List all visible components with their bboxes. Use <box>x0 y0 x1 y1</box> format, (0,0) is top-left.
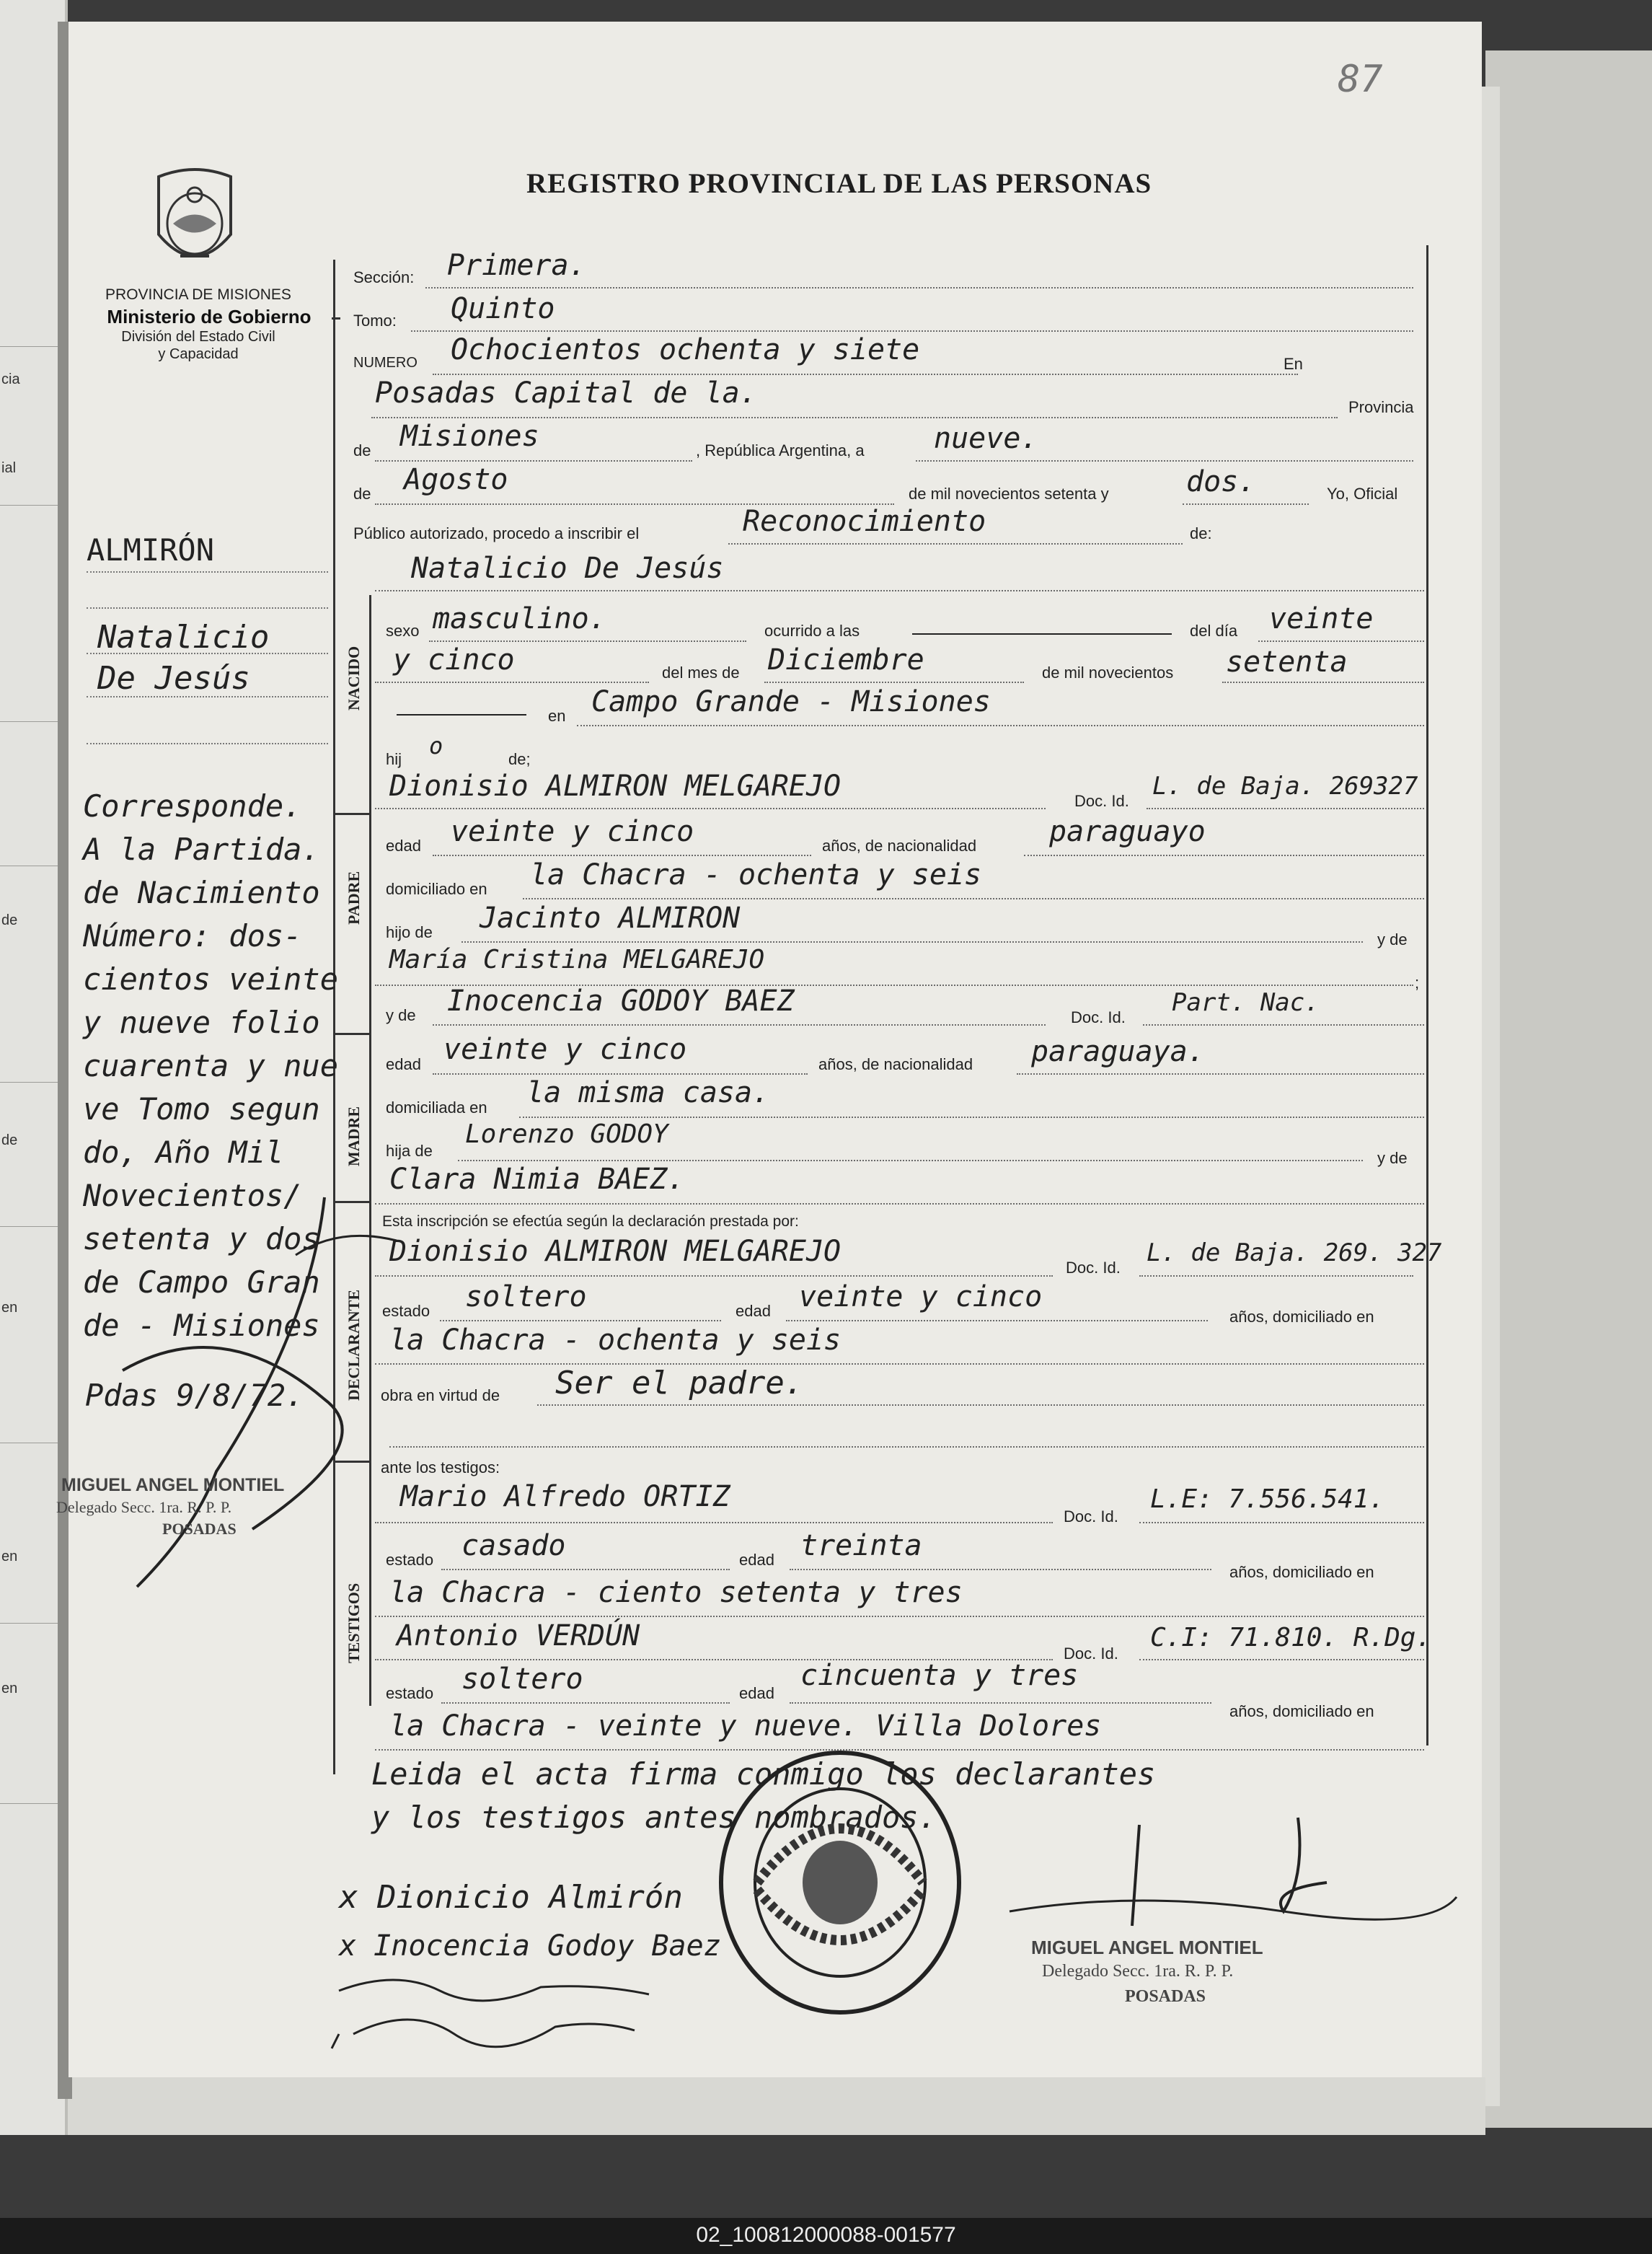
label-y-de: y de <box>1377 930 1408 948</box>
field-line <box>1258 640 1424 642</box>
left-page-line <box>0 1623 58 1624</box>
label-esta-inscripcion: Esta inscripción se efectúa según la declaración prestada por: <box>382 1213 799 1230</box>
field-line <box>1143 1024 1424 1026</box>
field-line <box>375 682 649 683</box>
stamp-city: POSADAS <box>1125 1987 1206 2006</box>
field-line <box>375 1275 1053 1277</box>
field-madre-hija-de-2: Clara Nimia BAEZ. <box>389 1163 685 1196</box>
field-line <box>429 640 746 642</box>
label-semicolon: ; <box>1415 974 1420 992</box>
field-padre-doc: L. de Baja. 269327 <box>1152 772 1418 801</box>
field-line <box>537 1404 1424 1406</box>
field-padre-dom: la Chacra - ochenta y seis <box>530 858 982 892</box>
margin-nota-line: cuarenta y nue <box>83 1048 339 1083</box>
margin-fecha: Pdas 9/8/72. <box>85 1378 304 1413</box>
label-de-semicolon: de; <box>508 750 531 768</box>
field-line <box>728 543 1183 545</box>
field-t2-edad: cincuenta y tres <box>800 1659 1079 1692</box>
field-decl-obra: Ser el padre. <box>555 1365 804 1401</box>
document-title: REGISTRO PROVINCIAL DE LAS PERSONAS <box>526 168 1152 199</box>
left-page-word: cia <box>1 371 20 387</box>
label-y-de-madre: y de <box>386 1006 416 1024</box>
label-anos-dom-t1: años, domiciliado en <box>1229 1563 1374 1581</box>
field-line <box>441 1702 730 1704</box>
margin-nota-line: do, Año Mil <box>83 1135 284 1170</box>
field-numero: Ochocientos ochenta y siete <box>451 333 920 366</box>
field-dia-nac: veinte <box>1269 602 1374 635</box>
field-line <box>433 1073 808 1075</box>
division-line-2: y Capacidad <box>158 346 239 362</box>
label-hijo-de: hijo de <box>386 923 433 941</box>
margin-stamp-city: POSADAS <box>162 1520 237 1538</box>
field-mes: Agosto <box>404 463 508 496</box>
field-ano-nac: setenta <box>1226 646 1348 679</box>
left-page-line <box>0 1803 58 1804</box>
field-madre-edad: veinte y cinco <box>443 1033 687 1066</box>
label-domiciliado-en: domiciliado en <box>386 880 487 898</box>
margin-nota-line: cientos veinte <box>83 961 339 997</box>
official-seal-icon <box>714 1745 966 2020</box>
field-line <box>433 1024 1046 1026</box>
margin-line <box>87 571 328 573</box>
field-line <box>523 898 1424 899</box>
margin-nota-line: Número: dos- <box>83 918 302 954</box>
margin-nota-line: de - Misiones <box>83 1308 320 1343</box>
field-decl-doc: L. de Baja. 269. 327 <box>1147 1238 1442 1267</box>
label-publico: Público autorizado, procedo a inscribir el <box>353 524 640 542</box>
field-line-filled <box>912 633 1172 635</box>
field-t1-dom: la Chacra - ciento setenta y tres <box>389 1576 963 1609</box>
margin-line <box>87 653 328 654</box>
left-page-line <box>0 346 58 347</box>
label-edad-t1: edad <box>739 1551 774 1569</box>
field-line <box>441 1569 730 1570</box>
field-madre-doc: Part. Nac. <box>1172 988 1320 1017</box>
label-mil-novecientos: de mil novecientos setenta y <box>909 485 1109 503</box>
label-de-mes: de <box>353 485 371 503</box>
signature-1: x Dionicio Almirón <box>339 1879 683 1916</box>
field-line <box>411 330 1413 332</box>
label-doc-id-madre: Doc. Id. <box>1071 1008 1126 1026</box>
division-line-1: División del Estado Civil <box>121 329 275 345</box>
label-doc-id-t2: Doc. Id. <box>1064 1645 1118 1663</box>
field-decl-estado: soltero <box>465 1280 587 1313</box>
closing-line-1: Leida el acta firma conmigo los declarantes <box>371 1756 1156 1792</box>
label-estado-t2: estado <box>386 1684 434 1702</box>
section-label-declarante: DECLARANTE <box>345 1289 363 1401</box>
field-dia: nueve. <box>934 422 1038 455</box>
page-number: 87 <box>1338 58 1383 101</box>
field-mes-nac: Diciembre <box>768 643 924 677</box>
label-tomo: Tomo: <box>353 312 397 330</box>
field-ano: dos. <box>1186 465 1256 498</box>
label-republica: , República Argentina, a <box>696 441 865 459</box>
field-line-filled <box>397 714 526 716</box>
page-stack-bottom <box>43 2077 1485 2135</box>
field-t2-doc: C.I: 71.810. R.Dg. <box>1150 1623 1432 1652</box>
field-t1-edad: treinta <box>800 1529 922 1562</box>
left-page-word: ial <box>1 460 17 476</box>
field-padre-hijo-de-2: María Cristina MELGAREJO <box>389 945 765 974</box>
field-t1-doc: L.E: 7.556.541. <box>1150 1484 1385 1514</box>
field-acto: Reconocimiento <box>743 505 986 538</box>
label-obra: obra en virtud de <box>381 1386 500 1404</box>
field-seccion: Primera. <box>447 249 586 282</box>
field-sexo: masculino. <box>433 602 606 635</box>
left-page-word: de <box>1 1132 18 1148</box>
field-line <box>1017 1073 1424 1075</box>
field-padre-edad: veinte y cinco <box>451 815 694 848</box>
field-decl-dom: la Chacra - ochenta y seis <box>389 1324 842 1357</box>
margin-stamp-name: MIGUEL ANGEL MONTIEL <box>61 1475 285 1495</box>
margin-nota-line: de Campo Gran <box>83 1264 320 1300</box>
margin-nombre-2: De Jesús <box>97 660 250 697</box>
field-line <box>519 1117 1424 1118</box>
official-signature-icon <box>995 1803 1464 1947</box>
margin-nota-line: y nueve folio <box>83 1005 320 1040</box>
margin-nota-line: Corresponde. <box>83 788 302 824</box>
field-lugar-nac: Campo Grande - Misiones <box>591 685 991 718</box>
label-del-mes: del mes de <box>662 664 740 682</box>
section-separator <box>333 1033 369 1035</box>
field-line <box>433 374 1298 375</box>
field-line <box>916 460 1413 462</box>
field-line <box>1222 682 1424 683</box>
left-page-word: de <box>1 912 18 928</box>
field-t2-estado: soltero <box>461 1663 583 1696</box>
field-line <box>440 1320 721 1321</box>
field-line <box>375 1616 1424 1617</box>
field-line <box>1139 1275 1413 1277</box>
margin-nombre-1: Natalicio <box>97 619 270 656</box>
margin-nota-line: setenta y dos <box>83 1221 320 1256</box>
field-madre-hija-de: Lorenzo GODOY <box>465 1119 668 1149</box>
label-de: de <box>353 441 371 459</box>
stamp-name: MIGUEL ANGEL MONTIEL <box>1031 1937 1263 1958</box>
margin-nota-line: ve Tomo segun <box>83 1091 320 1127</box>
field-madre-nombre: Inocencia GODOY BAEZ <box>447 985 795 1018</box>
field-t1-estado: casado <box>461 1529 566 1562</box>
stamp-role: Delegado Secc. 1ra. R. P. P. <box>1042 1962 1234 1981</box>
field-line <box>1147 808 1424 809</box>
label-estado: estado <box>382 1302 430 1320</box>
signature-2: x Inocencia Godoy Baez <box>339 1929 721 1963</box>
label-edad-madre: edad <box>386 1055 421 1073</box>
left-page-word: en <box>1 1300 18 1316</box>
witness-signatures-icon <box>324 1962 757 2063</box>
field-line <box>425 287 1413 289</box>
field-lugar: Posadas Capital de la. <box>375 377 757 410</box>
field-line <box>371 417 1338 418</box>
field-line <box>375 590 1424 591</box>
label-sexo: sexo <box>386 622 420 640</box>
left-page-line <box>0 721 58 722</box>
field-t1-nombre: Mario Alfredo ORTIZ <box>400 1480 730 1513</box>
label-de-colon: de: <box>1190 524 1212 542</box>
field-line <box>375 808 1046 809</box>
label-yo-oficial: Yo, Oficial <box>1327 485 1398 503</box>
field-line <box>458 1160 1363 1161</box>
label-estado-t1: estado <box>386 1551 434 1569</box>
section-label-madre: MADRE <box>345 1106 363 1166</box>
field-padre-hijo-de: Jacinto ALMIRON <box>480 902 741 935</box>
left-page-line <box>0 1226 58 1227</box>
margin-nota-line: Novecientos/ <box>83 1178 302 1213</box>
field-madre-nac: paraguaya. <box>1031 1035 1205 1068</box>
field-nombre: Natalicio De Jesús <box>411 552 724 585</box>
label-anos-dom-t2: años, domiciliado en <box>1229 1702 1374 1720</box>
left-page-word: en <box>1 1681 18 1696</box>
label-edad-t2: edad <box>739 1684 774 1702</box>
label-anos-nac-madre: años, de nacionalidad <box>818 1055 973 1073</box>
label-en: En <box>1284 355 1303 373</box>
section-label-padre: PADRE <box>345 871 363 925</box>
label-doc-id-t1: Doc. Id. <box>1064 1507 1118 1526</box>
coat-of-arms-icon <box>151 162 238 278</box>
field-provincia: Misiones <box>400 420 539 453</box>
label-provincia: Provincia <box>1348 398 1414 416</box>
label-anos-dom: años, domiciliado en <box>1229 1308 1374 1326</box>
ministry-name: Ministerio de Gobierno <box>107 306 312 327</box>
field-decl-edad: veinte y cinco <box>799 1280 1043 1313</box>
margin-signature-icon <box>108 1183 411 1601</box>
field-padre-nombre: Dionisio ALMIRON MELGAREJO <box>389 770 842 803</box>
margin-stamp-role: Delegado Secc. 1ra. R. P. P. <box>56 1498 232 1516</box>
label-hij: hij <box>386 750 402 768</box>
left-page-line <box>0 505 58 506</box>
label-anos-nac: años, de nacionalidad <box>822 837 977 855</box>
label-numero: NUMERO <box>353 355 418 371</box>
field-line <box>1183 503 1309 505</box>
left-page-word: en <box>1 1549 18 1564</box>
field-tomo: Quinto <box>451 292 555 325</box>
field-dia-nac-2: y cinco <box>393 643 515 677</box>
label-ante-testigos: ante los testigos: <box>381 1458 500 1476</box>
field-madre-dom: la misma casa. <box>526 1076 770 1109</box>
field-line <box>375 1203 1424 1205</box>
margin-nota-line: de Nacimiento <box>83 875 320 910</box>
book-cover <box>1485 50 1652 2128</box>
field-line <box>433 855 811 856</box>
label-ocurrido: ocurrido a las <box>764 622 860 640</box>
margin-line <box>87 607 328 609</box>
field-line <box>577 725 1424 726</box>
field-line <box>461 941 1363 943</box>
section-separator <box>333 813 369 815</box>
field-padre-nac: paraguayo <box>1049 815 1206 848</box>
label-del-dia: del día <box>1190 622 1238 640</box>
field-line <box>375 1363 1424 1365</box>
label-seccion: Sección: <box>353 268 415 286</box>
section-label-testigos: TESTIGOS <box>345 1582 363 1663</box>
label-doc-id: Doc. Id. <box>1074 792 1129 810</box>
label-mil-nov: de mil novecientos <box>1042 664 1174 682</box>
label-doc-id-decl: Doc. Id. <box>1066 1259 1121 1277</box>
label-edad-decl: edad <box>736 1302 771 1320</box>
margin-line <box>87 696 328 697</box>
field-line <box>375 1522 1053 1523</box>
margin-line <box>87 743 328 744</box>
field-hij-suffix: o <box>429 732 443 760</box>
field-line <box>375 460 692 462</box>
field-line <box>1024 855 1424 856</box>
margin-apellido: ALMIRÓN <box>87 532 215 568</box>
field-line <box>790 1702 1211 1704</box>
footer-filename: 02_100812000088-001577 <box>696 2223 956 2247</box>
label-domiciliada-en: domiciliada en <box>386 1099 487 1117</box>
form-right-rule <box>1426 245 1428 1745</box>
field-line <box>1139 1659 1424 1660</box>
field-line <box>389 1446 1424 1448</box>
margin-nota-line: A la Partida. <box>83 832 320 867</box>
label-hija-de: hija de <box>386 1142 433 1160</box>
field-t2-nombre: Antonio VERDÚN <box>397 1619 640 1652</box>
field-line <box>790 1569 1211 1570</box>
label-edad: edad <box>386 837 421 855</box>
left-page-line <box>0 1082 58 1083</box>
label-en-lugar: en <box>548 707 566 725</box>
field-decl-nombre: Dionisio ALMIRON MELGAREJO <box>389 1235 842 1268</box>
label-y-de-2: y de <box>1377 1149 1408 1167</box>
field-line <box>1139 1522 1424 1523</box>
field-line <box>786 1320 1208 1321</box>
province-name: PROVINCIA DE MISIONES <box>105 286 291 303</box>
field-line <box>764 682 1024 683</box>
section-label-nacido: NACIDO <box>345 646 363 710</box>
field-t2-dom: la Chacra - veinte y nueve. Villa Dolores <box>389 1709 1102 1743</box>
closing-line-2: y los testigos antes nombrados. <box>371 1800 937 1835</box>
